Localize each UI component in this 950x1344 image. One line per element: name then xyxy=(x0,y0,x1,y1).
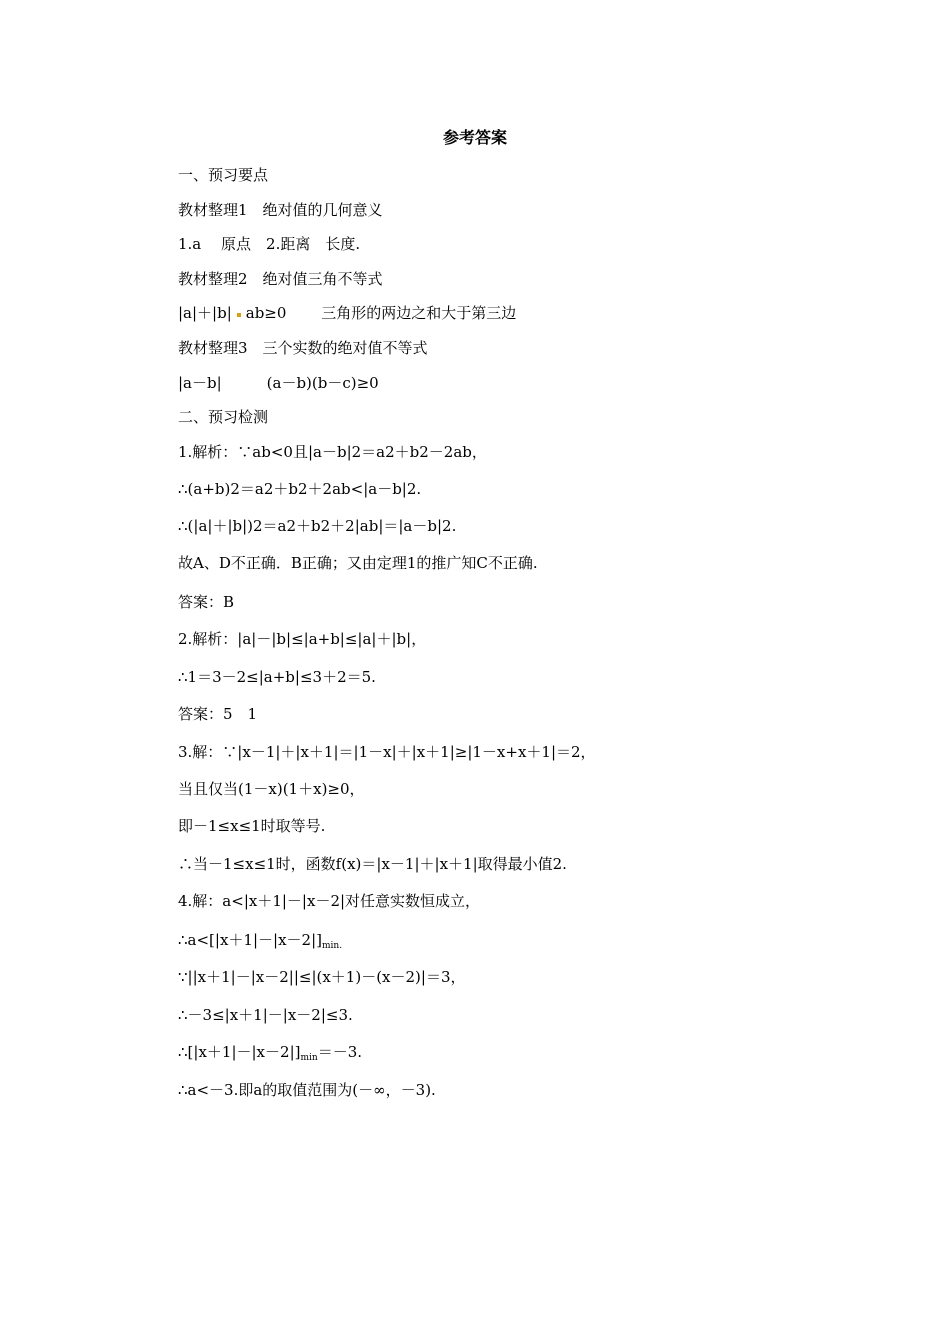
text-line: 1.a 原点 2.距离 长度. xyxy=(178,235,361,253)
text-line: ∴(|a|＋|b|)2＝a2＋b2＋2|ab|＝|a－b|2. xyxy=(178,517,457,535)
text-line xyxy=(178,301,516,325)
text-line: ∴当－1≤x≤1时，函数f(x)＝|x－1|＋|x＋1|取得最小值2. xyxy=(178,855,567,873)
text-fragment: ∴[|x＋1|－|x－2|] xyxy=(178,1043,301,1061)
text-line: |a－b| (a－b)(b－c)≥0 xyxy=(178,374,379,392)
text-line: 即－1≤x≤1时取等号. xyxy=(178,817,326,835)
text-line: ∴1＝3－2≤|a+b|≤3＋2＝5. xyxy=(178,668,376,686)
text-line: ∴(a+b)2＝a2＋b2＋2ab<|a－b|2. xyxy=(178,480,422,498)
text-line: ∴－3≤|x＋1|－|x－2|≤3. xyxy=(178,1006,353,1024)
text-line xyxy=(178,928,342,958)
text-line: 教材整理1 绝对值的几何意义 xyxy=(178,201,383,219)
text-line: 教材整理3 三个实数的绝对值不等式 xyxy=(178,339,428,357)
text-line: 答案：B xyxy=(178,593,235,611)
text-line: 3.解：∵|x－1|＋|x＋1|＝|1－x|＋|x＋1|≥|1－x+x＋1|＝2， xyxy=(178,743,596,761)
text-line: ∴a<－3.即a的取值范围为(－∞，－3). xyxy=(178,1081,436,1099)
mark-dot xyxy=(237,313,241,317)
text-line: 教材整理2 绝对值三角不等式 xyxy=(178,270,383,288)
text-fragment: ab≥0 三角形的两边之和大于第三边 xyxy=(245,304,517,322)
text-line: 当且仅当(1－x)(1＋x)≥0， xyxy=(178,780,365,798)
subscript-min: min xyxy=(300,1053,318,1063)
text-line xyxy=(178,1040,362,1070)
page-title: 参考答案 xyxy=(442,128,507,147)
text-line: 答案：5 1 xyxy=(178,705,258,723)
text-line: 故A、D不正确．B正确；又由定理1的推广知C不正确. xyxy=(178,554,538,572)
section-heading-preview-check: 二、预习检测 xyxy=(178,408,269,426)
section-heading-preview-points: 一、预习要点 xyxy=(178,166,269,184)
text-fragment: ＝－3. xyxy=(317,1043,362,1061)
text-line: 2.解析：|a|－|b|≤|a+b|≤|a|＋|b|， xyxy=(178,630,427,648)
text-line: ∵||x＋1|－|x－2||≤|(x＋1)－(x－2)|＝3， xyxy=(178,968,466,986)
text-fragment: |a|＋|b| xyxy=(178,304,232,322)
text-line: 1.解析：∵ab<0且|a－b|2＝a2＋b2－2ab， xyxy=(178,443,487,461)
subscript-min: min. xyxy=(321,941,343,951)
text-fragment: ∴a<[|x＋1|－|x－2|] xyxy=(178,931,322,949)
text-line: 4.解：a<|x＋1|－|x－2|对任意实数恒成立， xyxy=(178,892,481,910)
